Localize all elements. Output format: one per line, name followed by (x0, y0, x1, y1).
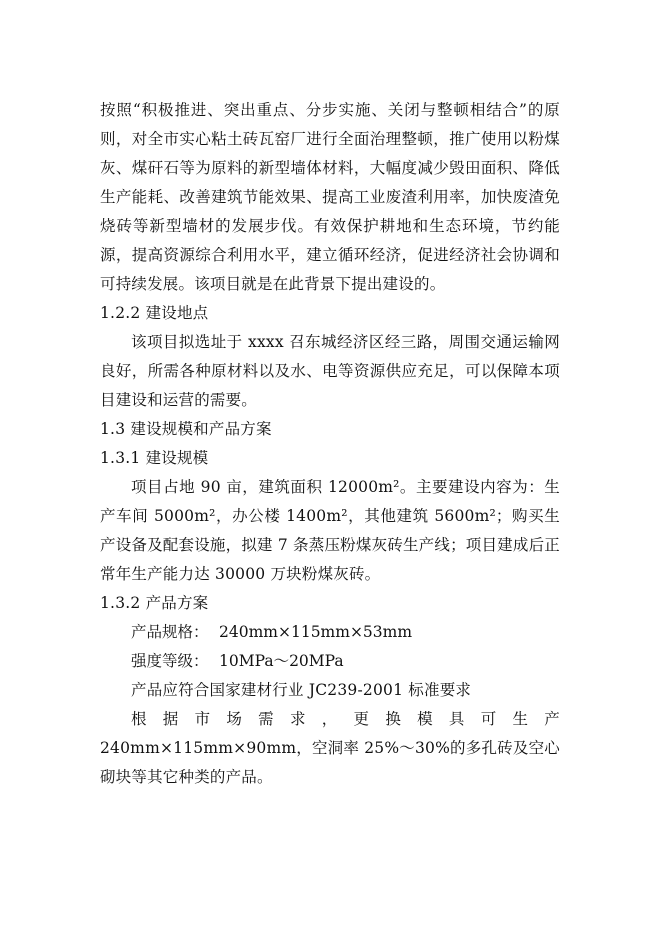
spec-size-label: 产品规格： (131, 623, 209, 641)
spec-size-value: 240mm×115mm×53mm (219, 623, 413, 641)
document-body (100, 96, 560, 792)
intro-paragraph: 按照“积极推进、突出重点、分步实施、关闭与整顿相结合”的原则，对全市实心粘土砖瓦窑厂进行全面治理整顿，推广使用以粉煤灰、煤矸石等为原料的新型墙体材料，大幅度减少毁田面积、降低生产能耗、改善建筑节能效果、提高工业废渣利用率，加快废渣免烧砖等新型墙材的发展步伐。有效保护耕地和生态环境，节约能源，提高资源综合利用水平，建立循环经济，促进经济社会协调和可持续发展。该项目就是在此背景下提出建设的。 (100, 101, 560, 293)
standard-paragraph: 产品应符合国家建材行业 JC239-2001 标准要求 (131, 681, 472, 699)
section-heading-1-3: 1.3 建设规模和产品方案 (100, 420, 272, 438)
scale-paragraph: 项目占地 90 亩，建筑面积 12000m²。主要建设内容为：生产车间 5000m²，办公楼 1400m²，其他建筑 5600m²；购买生产设备及配套设施，拟建 7 条蒸压粉煤灰砖生产线；项目建成后正常年生产能力达 30000 万块粉煤灰砖。 (100, 478, 560, 583)
section-heading-1-3-1: 1.3.1 建设规模 (100, 449, 209, 467)
section-heading-1-2-2: 1.2.2 建设地点 (100, 304, 209, 322)
section-heading-1-3-2: 1.3.2 产品方案 (100, 594, 209, 612)
market-paragraph: 根据市场需求，更换模具可生产 240mm×115mm×90mm，空洞率 25%～30%的多孔砖及空心砌块等其它种类的产品。 (100, 710, 560, 786)
spec-size-line (100, 618, 560, 647)
spec-strength-label: 强度等级： (131, 652, 209, 670)
location-paragraph: 该项目拟选址于 xxxx 召东城经济区经三路，周围交通运输网良好，所需各种原材料以及水、电等资源供应充足，可以保障本项目建设和运营的需要。 (100, 333, 560, 409)
spec-strength-value: 10MPa～20MPa (219, 652, 344, 670)
spec-strength-line (100, 647, 560, 676)
